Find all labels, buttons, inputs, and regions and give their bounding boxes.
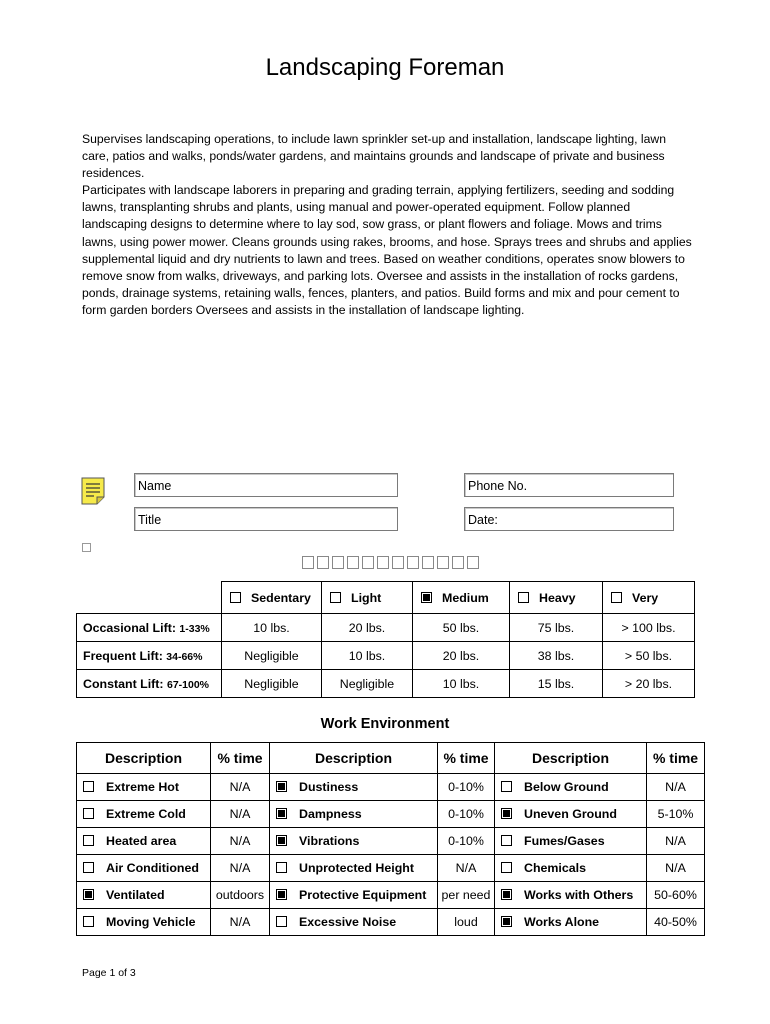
lift-row-label: Constant Lift: 67-100% <box>77 670 222 698</box>
env-item-label: Dustiness <box>299 780 359 794</box>
env-item[interactable] <box>495 828 647 855</box>
env-item[interactable] <box>495 774 647 801</box>
checkbox[interactable] <box>501 916 512 927</box>
env-time: 0-10% <box>438 801 495 828</box>
lift-value: > 20 lbs. <box>603 670 695 698</box>
lift-value: 50 lbs. <box>413 614 510 642</box>
env-time: loud <box>438 909 495 936</box>
env-item[interactable] <box>495 882 647 909</box>
env-header: Description <box>495 743 647 774</box>
lift-row <box>77 670 695 698</box>
env-row <box>77 774 705 801</box>
date-field[interactable]: Date: <box>464 507 674 531</box>
env-row <box>77 801 705 828</box>
env-item[interactable] <box>270 828 438 855</box>
checkbox[interactable] <box>276 808 287 819</box>
checkbox[interactable] <box>501 835 512 846</box>
page-title: Landscaping Foreman <box>265 54 505 81</box>
lift-value: 10 lbs. <box>322 642 413 670</box>
env-item[interactable] <box>77 828 211 855</box>
env-item[interactable] <box>77 882 211 909</box>
checkbox[interactable] <box>421 592 432 603</box>
env-item-label: Ventilated <box>106 888 165 902</box>
page-number: Page 1 of 3 <box>82 967 136 979</box>
checkbox[interactable] <box>276 862 287 873</box>
env-time: N/A <box>647 828 705 855</box>
env-item-label: Uneven Ground <box>524 807 617 821</box>
env-header-row <box>77 743 705 774</box>
env-item[interactable] <box>77 909 211 936</box>
env-row <box>77 855 705 882</box>
lift-header[interactable]: Light <box>322 582 413 614</box>
lift-value: Negligible <box>222 670 322 698</box>
env-time: N/A <box>647 774 705 801</box>
lift-value: > 50 lbs. <box>603 642 695 670</box>
env-header: % time <box>211 743 270 774</box>
env-time: 40-50% <box>647 909 705 936</box>
env-item-label: Moving Vehicle <box>106 915 196 929</box>
env-header: Description <box>270 743 438 774</box>
env-time: N/A <box>211 801 270 828</box>
env-item-label: Fumes/Gases <box>524 834 605 848</box>
checkbox[interactable] <box>83 835 94 846</box>
lift-value: 75 lbs. <box>510 614 603 642</box>
lift-value: 10 lbs. <box>413 670 510 698</box>
sticky-note-icon[interactable] <box>81 477 105 505</box>
work-environment-title: Work Environment <box>320 716 450 732</box>
env-item-label: Air Conditioned <box>106 861 199 875</box>
env-time: outdoors <box>211 882 270 909</box>
phone-field[interactable]: Phone No. <box>464 473 674 497</box>
checkbox[interactable] <box>330 592 341 603</box>
env-row <box>77 909 705 936</box>
env-time: N/A <box>211 774 270 801</box>
env-item[interactable] <box>270 882 438 909</box>
env-item-label: Chemicals <box>524 861 586 875</box>
env-item[interactable] <box>270 909 438 936</box>
checkbox[interactable] <box>83 808 94 819</box>
env-header: Description <box>77 743 211 774</box>
env-item[interactable] <box>495 855 647 882</box>
lift-value: 20 lbs. <box>322 614 413 642</box>
checkbox[interactable] <box>83 889 94 900</box>
env-item-label: Dampness <box>299 807 362 821</box>
lift-row-label: Frequent Lift: 34-66% <box>77 642 222 670</box>
checkbox[interactable] <box>83 916 94 927</box>
lift-header[interactable]: Very <box>603 582 695 614</box>
env-time: 50-60% <box>647 882 705 909</box>
lift-value: Negligible <box>322 670 413 698</box>
env-item-label: Heated area <box>106 834 177 848</box>
env-item-label: Unprotected Height <box>299 861 414 875</box>
lift-value: 10 lbs. <box>222 614 322 642</box>
lift-row-label: Occasional Lift: 1-33% <box>77 614 222 642</box>
lift-value: Negligible <box>222 642 322 670</box>
checkbox[interactable] <box>501 808 512 819</box>
env-item[interactable] <box>270 801 438 828</box>
env-item-label: Works with Others <box>524 888 634 902</box>
env-header: % time <box>438 743 495 774</box>
env-row <box>77 828 705 855</box>
lift-value: 20 lbs. <box>413 642 510 670</box>
env-time: N/A <box>211 828 270 855</box>
env-item[interactable] <box>270 774 438 801</box>
checkbox[interactable] <box>501 862 512 873</box>
env-row <box>77 882 705 909</box>
env-item[interactable] <box>77 774 211 801</box>
checkbox[interactable] <box>276 889 287 900</box>
env-item[interactable] <box>270 855 438 882</box>
title-field[interactable]: Title <box>134 507 398 531</box>
name-field[interactable]: Name <box>134 473 398 497</box>
env-time: 5-10% <box>647 801 705 828</box>
env-item-label: Protective Equipment <box>299 888 427 902</box>
checkbox[interactable] <box>276 916 287 927</box>
checkbox[interactable] <box>276 835 287 846</box>
env-item[interactable] <box>77 801 211 828</box>
lift-header[interactable]: Medium <box>413 582 510 614</box>
checkbox[interactable] <box>518 592 529 603</box>
env-item-label: Extreme Cold <box>106 807 186 821</box>
lift-value: 38 lbs. <box>510 642 603 670</box>
checkbox[interactable] <box>501 781 512 792</box>
env-time: 0-10% <box>438 774 495 801</box>
lift-row <box>77 614 695 642</box>
checkbox[interactable] <box>611 592 622 603</box>
checkbox[interactable] <box>501 889 512 900</box>
env-item[interactable] <box>495 909 647 936</box>
env-item[interactable] <box>77 855 211 882</box>
description-paragraph-2: Participates with landscape laborers in preparing and grading terrain, applying fertilizers, seeding and sodding lawns, transplanting shrubs and plants, using manual and power-operated equipment. Follow planned landscaping designs to determine where to lay sod, sow grass, or plant flowers and foliage. Mows and trims lawns, using power mower. Cleans grounds using rakes, brooms, and hose. Sprays trees and shrubs and applies supplemental liquid and dry nutrients to lawn and trees. Based on weather conditions, operates snow blowers to remove snow from walks, driveways, and parking lots. Oversee and assists in the installation of rocks gardens, ponds, drainage systems, retaining walls, fences, planters, and patios. Build forms and mix and pour cement to form garden borders Oversees and assists in the installation of landscape lighting. <box>82 183 692 318</box>
env-item-label: Vibrations <box>299 834 360 848</box>
work-environment-table <box>76 742 705 936</box>
env-item-label: Below Ground <box>524 780 609 794</box>
env-item-label: Works Alone <box>524 915 600 929</box>
checkbox[interactable] <box>83 862 94 873</box>
placeholder-glyph-row <box>302 556 479 569</box>
checkbox[interactable] <box>83 781 94 792</box>
description-paragraph-1: Supervises landscaping operations, to include lawn sprinkler set-up and installation, landscape lighting, lawn care, patios and walks, ponds/water gardens, and maintains grounds and landscape of private and business residences. <box>82 132 666 181</box>
env-header: % time <box>647 743 705 774</box>
checkbox[interactable] <box>276 781 287 792</box>
env-item-label: Extreme Hot <box>106 780 179 794</box>
env-time: N/A <box>647 855 705 882</box>
checkbox[interactable] <box>230 592 241 603</box>
lift-header-row <box>77 582 695 614</box>
env-time: N/A <box>438 855 495 882</box>
env-time: N/A <box>211 909 270 936</box>
lift-row <box>77 642 695 670</box>
placeholder-glyph <box>82 543 91 552</box>
lift-header[interactable]: Heavy <box>510 582 603 614</box>
env-item[interactable] <box>495 801 647 828</box>
env-time: 0-10% <box>438 828 495 855</box>
lift-value: 15 lbs. <box>510 670 603 698</box>
lift-value: > 100 lbs. <box>603 614 695 642</box>
lift-header[interactable]: Sedentary <box>222 582 322 614</box>
env-item-label: Excessive Noise <box>299 915 397 929</box>
lift-table <box>76 581 695 698</box>
env-time: per need <box>438 882 495 909</box>
env-time: N/A <box>211 855 270 882</box>
